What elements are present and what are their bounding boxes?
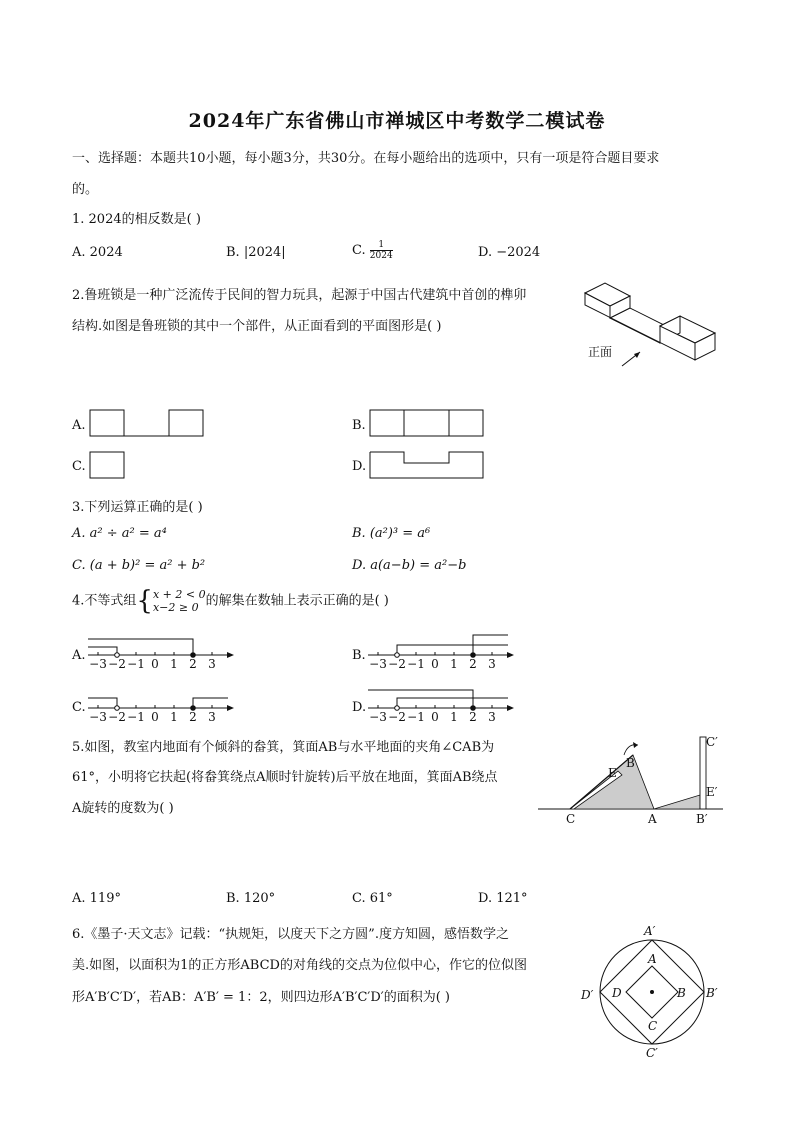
label-b: B xyxy=(626,756,635,770)
label-a-prime: A′ xyxy=(644,924,656,938)
q3-stem: 3.下列运算正确的是( ) xyxy=(72,500,203,515)
number-line-b xyxy=(368,630,518,670)
label-a: A xyxy=(648,812,657,826)
q5-line3: A旋转的度数为( ) xyxy=(72,801,174,816)
q1-option-a: A. 2024 xyxy=(72,245,123,260)
q6-line1: 6.《墨子·天文志》记载：“执规矩，以度天下之方圆”.度方知圆，感悟数学之 xyxy=(72,927,509,942)
axis-tick-label: −3 xyxy=(369,710,387,724)
q5-option-b: B. 120° xyxy=(226,891,276,906)
q1-option-b: B. |2024| xyxy=(226,245,286,260)
luban-front-label: 正面 xyxy=(588,345,613,359)
axis-arrow-icon xyxy=(227,652,234,658)
axis-tick-label: 0 xyxy=(151,710,159,724)
inequality-2: x−2 ≥ 0 xyxy=(152,601,199,614)
q1-option-c-label: C. xyxy=(352,243,366,258)
q4-option-c-label: C. xyxy=(72,700,86,715)
axis-tick-label: −2 xyxy=(388,657,406,671)
closed-point xyxy=(191,706,196,711)
q5-line1: 5.如图，教室内地面有个倾斜的畚箕，箕面AB与水平地面的夹角∠CAB为 xyxy=(72,740,495,755)
q4-option-a-label: A. xyxy=(72,648,86,663)
axis-tick-label: −2 xyxy=(108,710,126,724)
open-point xyxy=(395,653,400,658)
axis-tick-label: 0 xyxy=(431,710,439,724)
luban-lock-figure xyxy=(580,278,725,373)
q3-option-c: C. (a + b)² = a² + b² xyxy=(72,558,206,573)
q5-option-c: C. 61° xyxy=(352,891,393,906)
q2-option-c-figure xyxy=(89,451,125,479)
label-a: A xyxy=(648,952,657,966)
axis-tick-label: −3 xyxy=(369,657,387,671)
q6-line2: 美.如图，以面积为1的正方形ABCD的对角线的交点为位似中心，作它的位似图 xyxy=(72,958,527,973)
number-line-c xyxy=(88,683,238,723)
system-brace: { xyxy=(136,586,153,616)
q2-option-a-label: A. xyxy=(72,418,86,433)
arrow-head-icon xyxy=(634,352,640,358)
q1-option-c xyxy=(352,240,393,261)
closed-point xyxy=(471,653,476,658)
solution-ray xyxy=(88,698,117,708)
section-instructions-line1: 一、选择题：本题共10小题，每小题3分，共30分。在每小题给出的选项中，只有一项是符合题目要求 xyxy=(72,151,660,166)
axis-tick-label: 3 xyxy=(488,657,496,671)
axis-tick-label: 3 xyxy=(488,710,496,724)
label-e-prime: E′ xyxy=(706,785,718,799)
open-point xyxy=(395,706,400,711)
axis-tick-label: 1 xyxy=(450,710,458,724)
label-d: D xyxy=(612,986,622,1000)
dustpan-figure xyxy=(538,733,728,828)
axis-tick-label: −1 xyxy=(127,657,145,671)
q6-line3: 形A′B′C′D′，若AB：A′B′ = 1：2，则四边形A′B′C′D′的面积为( ) xyxy=(72,990,450,1005)
inequality-1: x + 2 < 0 xyxy=(152,588,206,601)
axis-tick-label: −2 xyxy=(388,710,406,724)
axis-tick-label: −1 xyxy=(407,710,425,724)
axis-tick-label: 0 xyxy=(431,657,439,671)
q2-option-a-figure xyxy=(89,409,205,437)
q2-option-d-label: D. xyxy=(352,459,367,474)
open-point xyxy=(115,706,120,711)
axis-tick-label: −1 xyxy=(407,657,425,671)
axis-tick-label: 2 xyxy=(189,710,197,724)
q1-option-c-numerator: 1 xyxy=(370,240,393,251)
axis-tick-label: −1 xyxy=(127,710,145,724)
q1-option-c-denominator: 2024 xyxy=(369,251,393,261)
solution-ray xyxy=(88,647,117,655)
q2-option-c-label: C. xyxy=(72,459,86,474)
q2-line2: 结构.如图是鲁班锁的其中一个部件，从正面看到的平面图形是( ) xyxy=(72,319,442,334)
label-c: C xyxy=(648,1019,658,1033)
axis-tick-label: 2 xyxy=(189,657,197,671)
solution-ray xyxy=(193,698,228,708)
axis-tick-label: 3 xyxy=(208,710,216,724)
axis-tick-label: 0 xyxy=(151,657,159,671)
label-b-prime: B′ xyxy=(706,986,718,1000)
q1-option-d: D. −2024 xyxy=(478,245,541,260)
axis-tick-label: 1 xyxy=(170,710,178,724)
q3-option-a: A. a² ÷ a² = a⁴ xyxy=(72,526,167,541)
q1-stem: 1. 2024的相反数是( ) xyxy=(72,212,201,227)
axis-tick-label: 2 xyxy=(469,710,477,724)
label-b: B xyxy=(677,986,686,1000)
solution-ray xyxy=(397,645,508,655)
label-d-prime: D′ xyxy=(581,988,594,1002)
q1-option-c-fraction xyxy=(370,240,393,261)
axis-arrow-icon xyxy=(507,705,514,711)
label-e: E xyxy=(608,766,617,780)
section-instructions-line2: 的。 xyxy=(72,182,99,197)
axis-tick-label: −3 xyxy=(89,710,107,724)
label-c-prime: C′ xyxy=(646,1046,658,1060)
q5-option-a: A. 119° xyxy=(72,891,121,906)
q4-option-d-label: D. xyxy=(352,700,367,715)
label-c-prime: C′ xyxy=(706,735,718,749)
axis-tick-label: 1 xyxy=(170,657,178,671)
q2-option-b-figure xyxy=(369,409,485,437)
axis-tick-label: 2 xyxy=(469,657,477,671)
axis-arrow-icon xyxy=(507,652,514,658)
rotation-arrow-head-icon xyxy=(633,742,638,748)
q4-option-b-label: B. xyxy=(352,648,366,663)
solution-ray xyxy=(397,698,508,708)
closed-point xyxy=(471,706,476,711)
solution-ray xyxy=(368,690,473,708)
q3-option-b: B. (a²)³ = a⁶ xyxy=(352,526,431,541)
rotated-dustpan xyxy=(654,795,700,809)
axis-tick-label: −3 xyxy=(89,657,107,671)
closed-point xyxy=(191,653,196,658)
q2-line1: 2.鲁班锁是一种广泛流传于民间的智力玩具，起源于中国古代建筑中首创的榫卯 xyxy=(72,288,527,303)
q4-suffix: 的解集在数轴上表示正确的是( ) xyxy=(205,593,389,609)
number-line-d xyxy=(368,683,518,723)
label-c: C xyxy=(566,812,576,826)
axis-arrow-icon xyxy=(227,705,234,711)
q5-line2: 61°，小明将它扶起(将畚箕绕点A顺时针旋转)后平放在地面，箕面AB绕点 xyxy=(72,770,498,785)
homothety-figure xyxy=(578,920,728,1060)
page-title: 2024年广东省佛山市禅城区中考数学二模试卷 xyxy=(188,110,606,132)
label-b-prime: B′ xyxy=(696,812,708,826)
q4-stem xyxy=(72,586,389,616)
center-point xyxy=(650,990,654,994)
q3-option-d: D. a(a−b) = a²−b xyxy=(352,558,467,573)
q2-option-b-label: B. xyxy=(352,418,366,433)
inequality-system xyxy=(153,588,206,614)
axis-tick-label: 3 xyxy=(208,657,216,671)
open-point xyxy=(115,653,120,658)
axis-tick-label: 1 xyxy=(450,657,458,671)
q4-prefix: 4.不等式组 xyxy=(72,593,137,609)
q5-option-d: D. 121° xyxy=(478,891,528,906)
number-line-a xyxy=(88,630,238,670)
axis-tick-label: −2 xyxy=(108,657,126,671)
q2-option-d-figure xyxy=(369,451,485,479)
